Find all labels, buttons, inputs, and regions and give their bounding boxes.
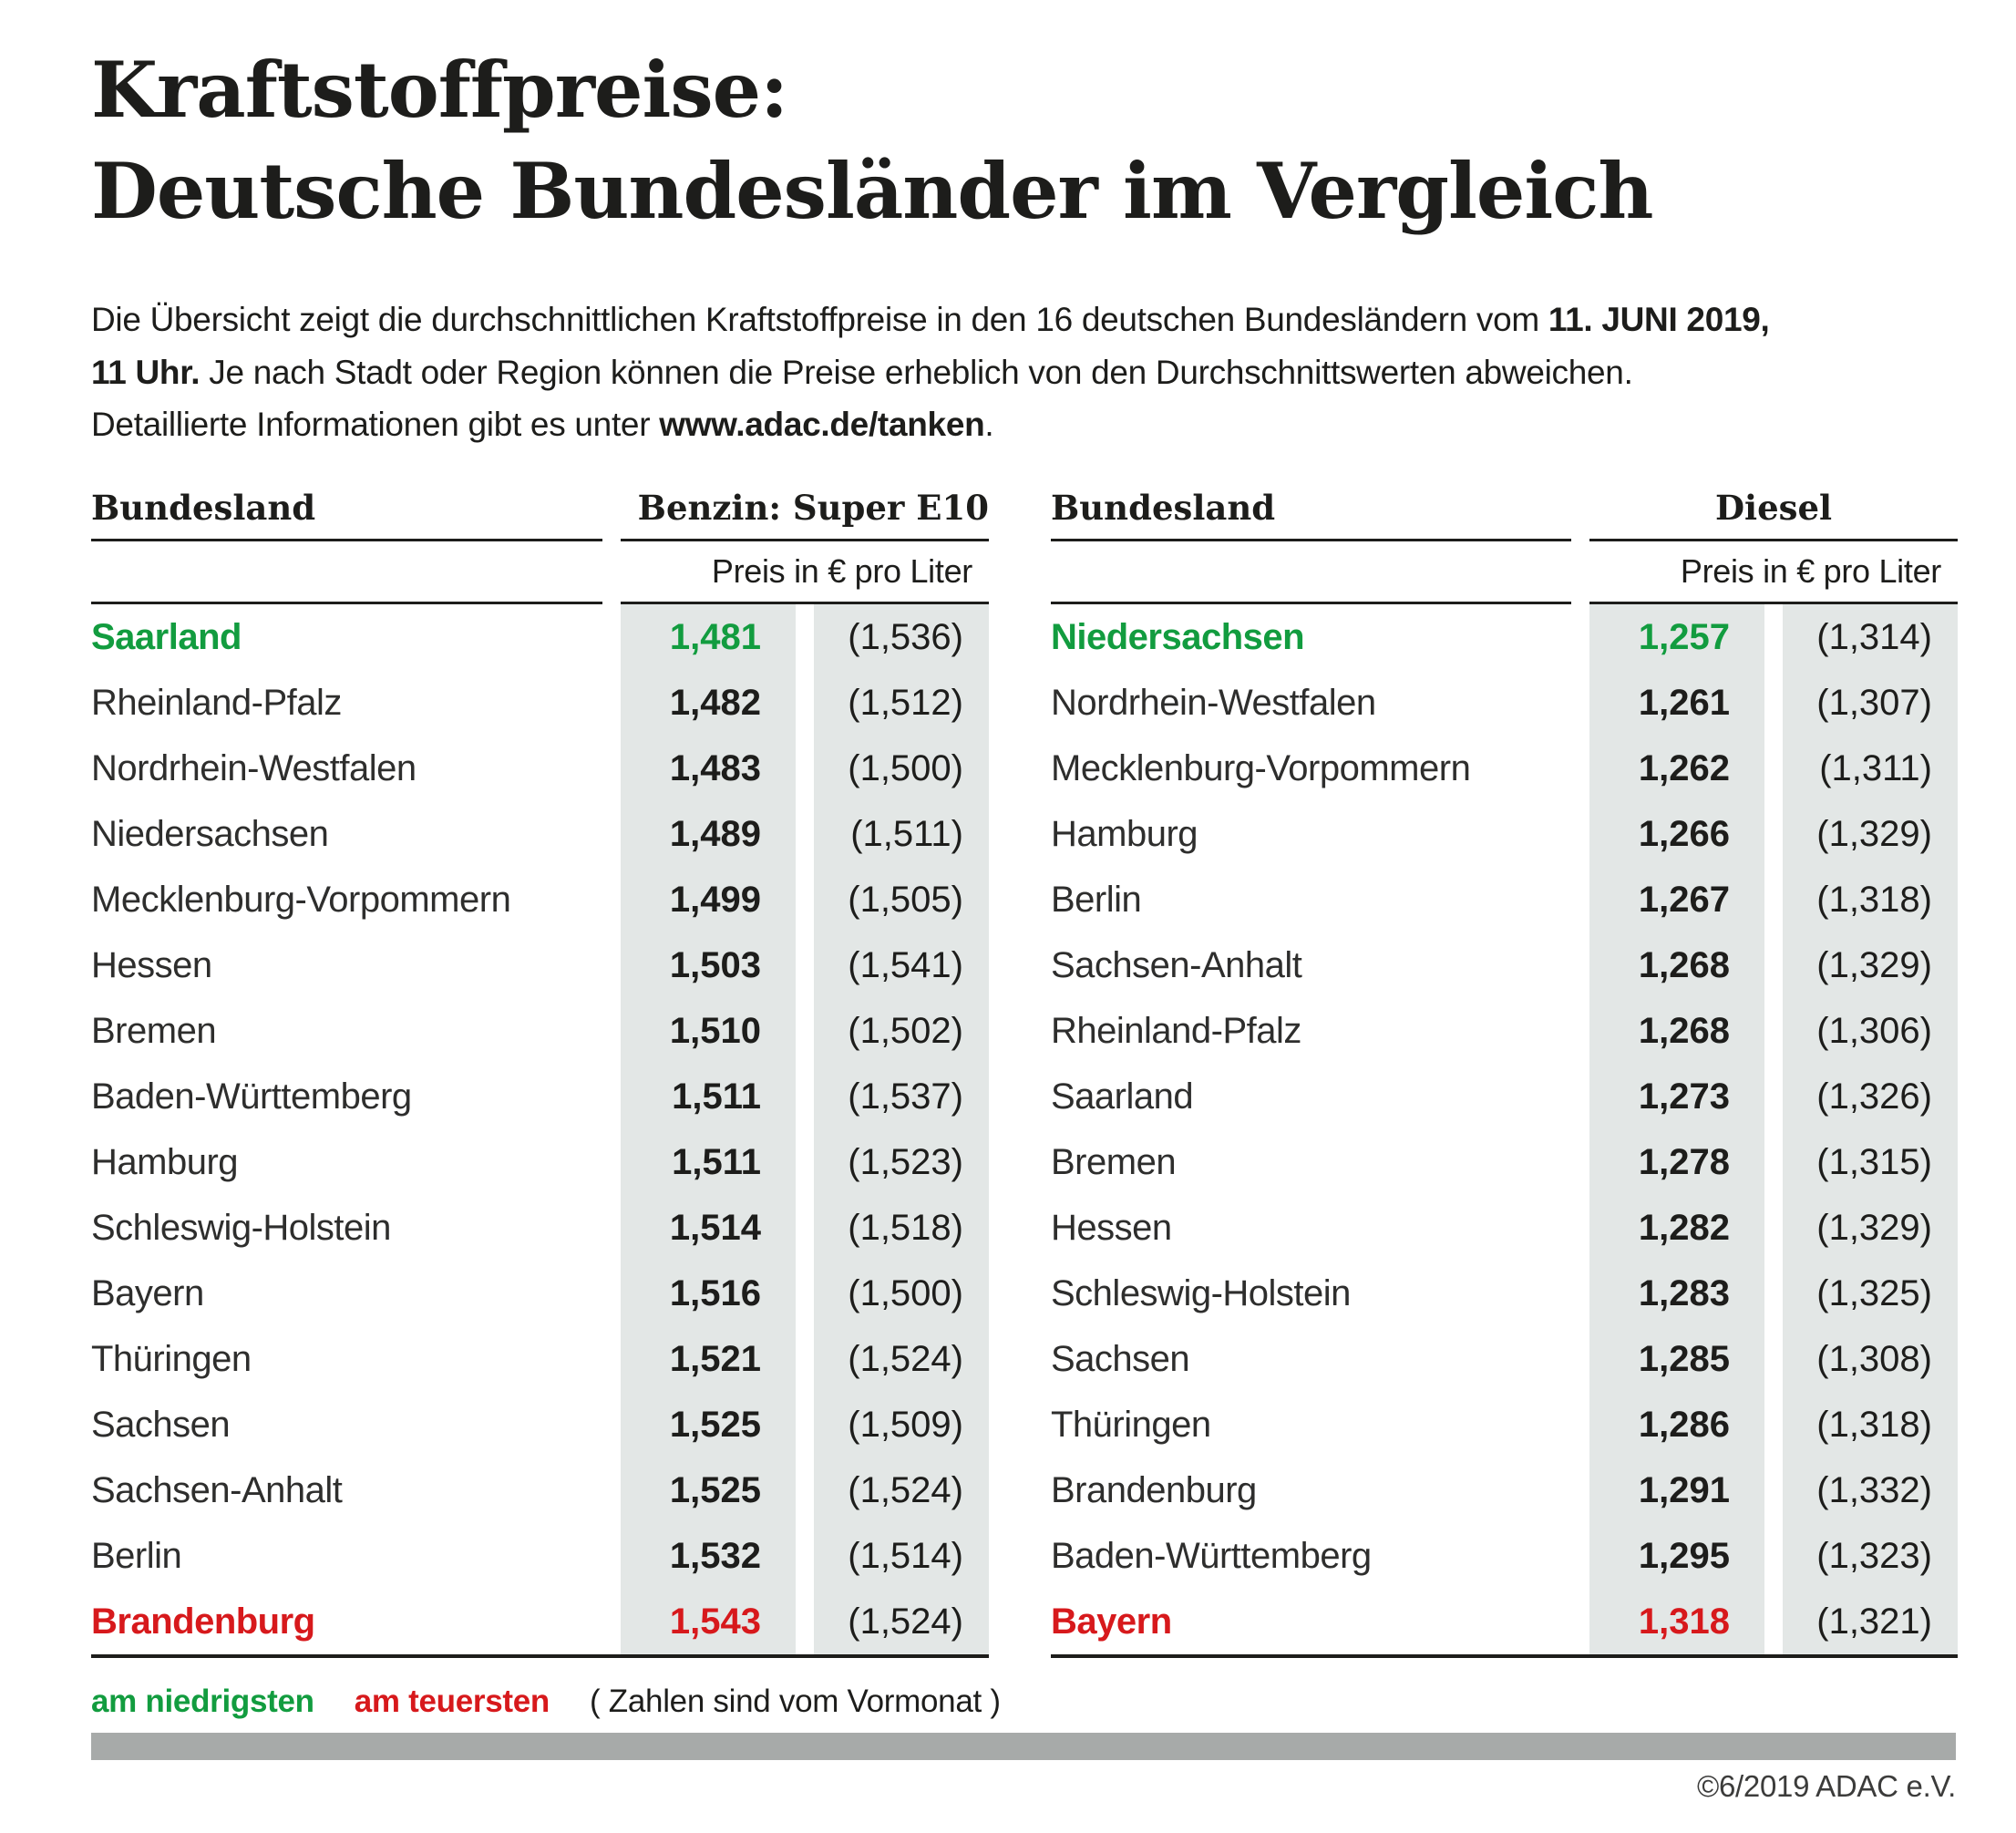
- tables-container: [91, 488, 1956, 1658]
- table-row: [1051, 1392, 1958, 1457]
- page-title-line1: Kraftstoffpreise:: [91, 45, 788, 135]
- price-previous: (1,306): [1783, 998, 1958, 1064]
- unit-header-diesel: Preis in € pro Liter: [1680, 552, 1941, 591]
- state-name: Hamburg: [91, 1141, 239, 1182]
- table-row: [1051, 801, 1958, 867]
- intro-date: 11. JUNI 2019,: [1548, 301, 1770, 339]
- intro-part2: Je nach Stadt oder Region können die Preise erheblich von den Durchschnittswerten abweichen.: [200, 353, 1633, 391]
- table-row: [1051, 998, 1958, 1064]
- price-previous: (1,314): [1783, 604, 1958, 670]
- table-row: [91, 867, 989, 932]
- header-rule: [1051, 539, 1958, 541]
- table-row: [91, 1261, 989, 1326]
- state-name: Baden-Württemberg: [91, 1076, 412, 1117]
- table-row: [91, 1195, 989, 1261]
- table-row: [1051, 604, 1958, 670]
- state-name: Hamburg: [1051, 813, 1198, 854]
- table-row: [91, 670, 989, 736]
- intro-text: [91, 293, 1956, 451]
- table-diesel: [1051, 488, 1958, 1658]
- price-current: 1,291: [1589, 1457, 1764, 1523]
- state-name: Sachsen-Anhalt: [1051, 944, 1302, 985]
- table-row: [91, 1326, 989, 1392]
- state-name: Niedersachsen: [1051, 616, 1305, 657]
- price-current: 1,511: [621, 1129, 796, 1195]
- price-current: 1,516: [621, 1261, 796, 1326]
- price-current: 1,483: [621, 736, 796, 801]
- price-previous: (1,323): [1783, 1523, 1958, 1589]
- table-row: [91, 801, 989, 867]
- price-previous: (1,511): [814, 801, 989, 867]
- price-current: 1,278: [1589, 1129, 1764, 1195]
- state-name: Mecklenburg-Vorpommern: [1051, 747, 1471, 788]
- table-row: [91, 604, 989, 670]
- table-row: [1051, 1129, 1958, 1195]
- price-current: 1,525: [621, 1392, 796, 1457]
- table-row: [91, 1064, 989, 1129]
- table-row: [1051, 1064, 1958, 1129]
- table-benzin-header: [91, 488, 989, 539]
- table-benzin: [91, 488, 989, 1658]
- price-current: 1,543: [621, 1589, 796, 1654]
- state-name: Saarland: [1051, 1076, 1194, 1117]
- table-row: [1051, 670, 1958, 736]
- intro-part1: Die Übersicht zeigt die durchschnittlichen Kraftstoffpreise in den 16 deutschen Bundesländern vom: [91, 301, 1548, 339]
- state-name: Schleswig-Holstein: [1051, 1272, 1351, 1313]
- column-header-benzin: Benzin: Super E10: [637, 488, 989, 529]
- state-name: Brandenburg: [1051, 1469, 1257, 1510]
- price-previous: (1,329): [1783, 801, 1958, 867]
- price-current: 1,481: [621, 604, 796, 670]
- state-name: Nordrhein-Westfalen: [1051, 682, 1376, 723]
- state-name: Bremen: [1051, 1141, 1177, 1182]
- page-title-line2: Deutsche Bundesländer im Vergleich: [91, 145, 1653, 236]
- price-current: 1,283: [1589, 1261, 1764, 1326]
- price-previous: (1,512): [814, 670, 989, 736]
- table-row: [91, 1523, 989, 1589]
- table-row: [91, 932, 989, 998]
- price-current: 1,286: [1589, 1392, 1764, 1457]
- state-name: Saarland: [91, 616, 242, 657]
- state-name: Bayern: [91, 1272, 204, 1313]
- price-previous: (1,315): [1783, 1129, 1958, 1195]
- price-previous: (1,514): [814, 1523, 989, 1589]
- table-row: [1051, 932, 1958, 998]
- table-row: [1051, 1261, 1958, 1326]
- price-previous: (1,537): [814, 1064, 989, 1129]
- price-current: 1,489: [621, 801, 796, 867]
- price-current: 1,266: [1589, 801, 1764, 867]
- table-row: [91, 736, 989, 801]
- price-previous: (1,505): [814, 867, 989, 932]
- price-current: 1,295: [1589, 1523, 1764, 1589]
- price-previous: (1,329): [1783, 932, 1958, 998]
- column-header-bundesland: Bundesland: [1051, 488, 1276, 529]
- column-header-bundesland: Bundesland: [91, 488, 316, 529]
- price-previous: (1,524): [814, 1589, 989, 1654]
- table-row: [1051, 1457, 1958, 1523]
- price-current: 1,532: [621, 1523, 796, 1589]
- table-diesel-header: [1051, 488, 1958, 539]
- table-row: [91, 998, 989, 1064]
- state-name: Sachsen: [91, 1404, 231, 1445]
- table-row: [1051, 1523, 1958, 1589]
- price-current: 1,318: [1589, 1589, 1764, 1654]
- intro-url: www.adac.de/tanken: [659, 406, 985, 444]
- price-previous: (1,318): [1783, 1392, 1958, 1457]
- price-previous: (1,523): [814, 1129, 989, 1195]
- state-name: Rheinland-Pfalz: [1051, 1010, 1301, 1051]
- price-current: 1,503: [621, 932, 796, 998]
- price-current: 1,257: [1589, 604, 1764, 670]
- price-previous: (1,524): [814, 1457, 989, 1523]
- state-name: Hessen: [1051, 1207, 1172, 1248]
- state-name: Rheinland-Pfalz: [91, 682, 342, 723]
- table-row: [91, 1457, 989, 1523]
- state-name: Niedersachsen: [91, 813, 329, 854]
- price-current: 1,268: [1589, 932, 1764, 998]
- intro-part3: Detaillierte Informationen gibt es unter: [91, 406, 660, 444]
- table-row: [1051, 1589, 1958, 1654]
- price-current: 1,267: [1589, 867, 1764, 932]
- state-name: Sachsen: [1051, 1338, 1190, 1379]
- price-current: 1,285: [1589, 1326, 1764, 1392]
- price-current: 1,499: [621, 867, 796, 932]
- table-row: [1051, 1195, 1958, 1261]
- price-current: 1,482: [621, 670, 796, 736]
- bottom-rule: [91, 1654, 989, 1658]
- column-header-diesel: Diesel: [1714, 488, 1833, 529]
- price-previous: (1,541): [814, 932, 989, 998]
- price-current: 1,514: [621, 1195, 796, 1261]
- price-previous: (1,509): [814, 1392, 989, 1457]
- price-previous: (1,311): [1783, 736, 1958, 801]
- table-row: [91, 1589, 989, 1654]
- state-name: Hessen: [91, 944, 212, 985]
- state-name: Sachsen-Anhalt: [91, 1469, 343, 1510]
- state-name: Thüringen: [1051, 1404, 1211, 1445]
- state-name: Mecklenburg-Vorpommern: [91, 879, 511, 920]
- footer-bar: [91, 1733, 1956, 1760]
- price-previous: (1,329): [1783, 1195, 1958, 1261]
- price-previous: (1,326): [1783, 1064, 1958, 1129]
- price-current: 1,511: [621, 1064, 796, 1129]
- table-row: [1051, 867, 1958, 932]
- state-name: Berlin: [91, 1535, 182, 1576]
- table-row: [91, 1129, 989, 1195]
- price-previous: (1,318): [1783, 867, 1958, 932]
- price-current: 1,525: [621, 1457, 796, 1523]
- table-row: [1051, 736, 1958, 801]
- legend-lowest: am niedrigsten: [91, 1684, 314, 1720]
- price-previous: (1,500): [814, 1261, 989, 1326]
- table-row: [1051, 1326, 1958, 1392]
- price-previous: (1,321): [1783, 1589, 1958, 1654]
- price-previous: (1,502): [814, 998, 989, 1064]
- price-previous: (1,307): [1783, 670, 1958, 736]
- page-title: [91, 40, 1956, 242]
- price-previous: (1,536): [814, 604, 989, 670]
- state-name: Schleswig-Holstein: [91, 1207, 391, 1248]
- header-rule: [91, 539, 989, 541]
- legend: [91, 1684, 1956, 1720]
- state-name: Bayern: [1051, 1601, 1172, 1642]
- price-previous: (1,518): [814, 1195, 989, 1261]
- state-name: Bremen: [91, 1010, 217, 1051]
- price-current: 1,268: [1589, 998, 1764, 1064]
- price-previous: (1,500): [814, 736, 989, 801]
- legend-highest: am teuersten: [354, 1684, 550, 1720]
- unit-header-benzin: Preis in € pro Liter: [711, 552, 972, 591]
- state-name: Berlin: [1051, 879, 1142, 920]
- bottom-rule: [1051, 1654, 1958, 1658]
- price-previous: (1,308): [1783, 1326, 1958, 1392]
- price-previous: (1,524): [814, 1326, 989, 1392]
- price-current: 1,510: [621, 998, 796, 1064]
- legend-note: ( Zahlen sind vom Vormonat ): [590, 1684, 1001, 1720]
- state-name: Thüringen: [91, 1338, 252, 1379]
- price-previous: (1,332): [1783, 1457, 1958, 1523]
- price-previous: (1,325): [1783, 1261, 1958, 1326]
- intro-part4: .: [984, 406, 994, 444]
- price-current: 1,261: [1589, 670, 1764, 736]
- copyright-text: ©6/2019 ADAC e.V.: [1696, 1769, 1956, 1804]
- table-benzin-rows: [91, 604, 989, 1654]
- table-diesel-rows: [1051, 604, 1958, 1654]
- price-current: 1,521: [621, 1326, 796, 1392]
- intro-time: 11 Uhr.: [91, 353, 201, 391]
- state-name: Baden-Württemberg: [1051, 1535, 1372, 1576]
- table-row: [91, 1392, 989, 1457]
- state-name: Brandenburg: [91, 1601, 315, 1642]
- price-current: 1,262: [1589, 736, 1764, 801]
- price-current: 1,282: [1589, 1195, 1764, 1261]
- price-current: 1,273: [1589, 1064, 1764, 1129]
- state-name: Nordrhein-Westfalen: [91, 747, 417, 788]
